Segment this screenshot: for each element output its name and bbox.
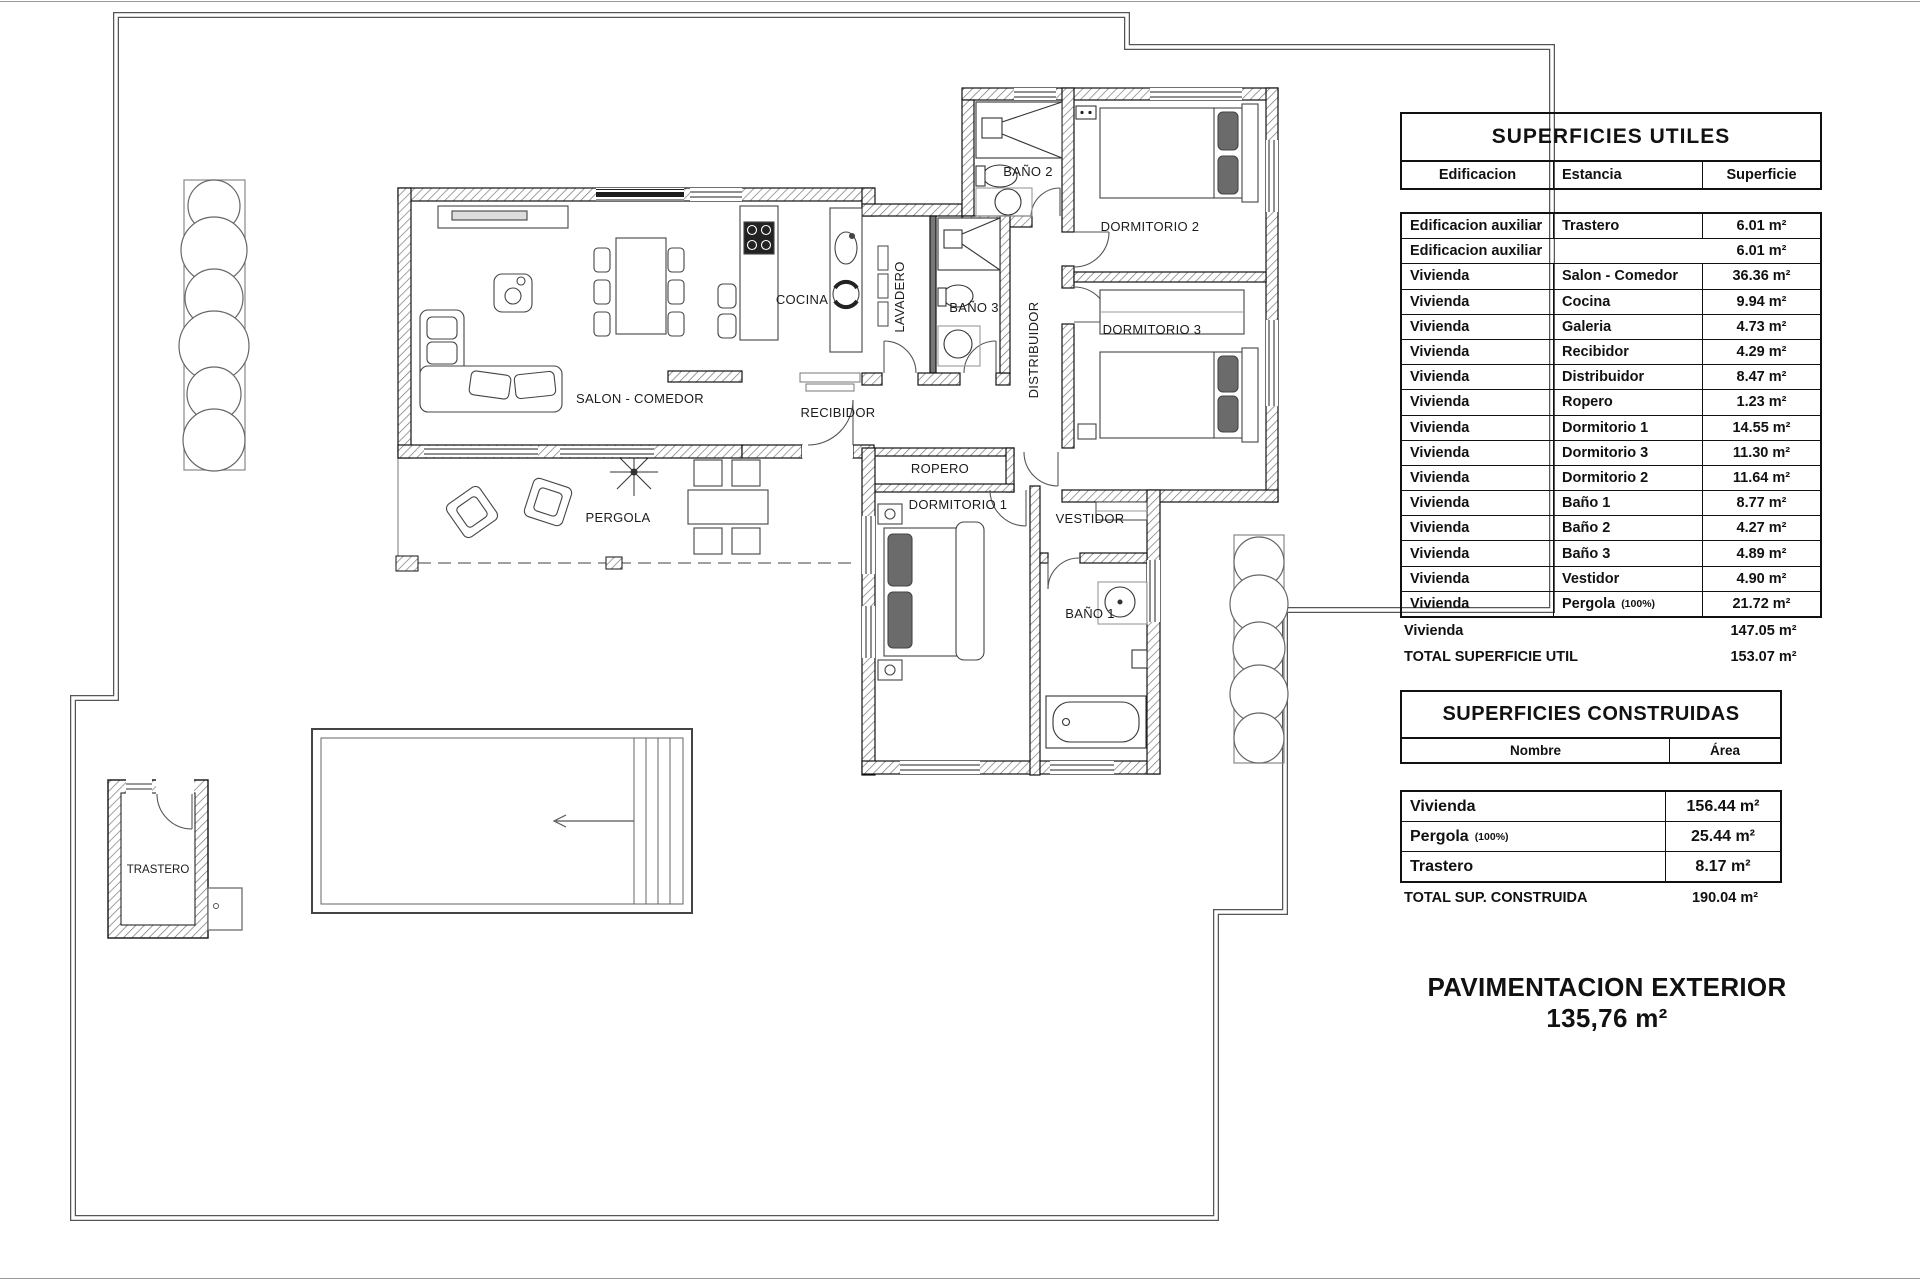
outdoor-table-set xyxy=(688,460,768,554)
total-row xyxy=(1400,618,1822,644)
construidas-total-row xyxy=(1400,883,1782,913)
cell-superficie: 8.47 m² xyxy=(1736,369,1787,386)
room-label-dormitorio3: DORMITORIO 3 xyxy=(1102,322,1202,337)
cell-estancia: Dormitorio 1 xyxy=(1554,416,1703,440)
col-header-superficie: Superficie xyxy=(1726,167,1797,183)
trastero-annex xyxy=(208,888,242,930)
cell-nombre: Trastero xyxy=(1402,852,1666,881)
table-row xyxy=(1402,490,1820,515)
cell-estancia: Baño 2 xyxy=(1554,516,1703,540)
cell-estancia: Recibidor xyxy=(1554,340,1703,364)
entry-steps xyxy=(800,373,860,391)
trees-right xyxy=(1230,535,1288,763)
col-header-edificacion: Edificacion xyxy=(1402,162,1554,188)
nightstand xyxy=(878,660,902,680)
cell-estancia: Galeria xyxy=(1554,315,1703,339)
table-column-headers xyxy=(1402,160,1820,188)
table-title: SUPERFICIES UTILES xyxy=(1491,125,1731,148)
cell-superficie: 11.30 m² xyxy=(1732,444,1791,461)
total-label: TOTAL SUPERFICIE UTIL xyxy=(1404,649,1579,665)
total-value: 147.05 m² xyxy=(1730,623,1797,639)
cell-estancia: Pergola (100%) xyxy=(1554,592,1703,616)
table-row xyxy=(1402,214,1820,238)
superficies-construidas-table xyxy=(1400,690,1782,913)
cell-superficie: 9.94 m² xyxy=(1736,293,1787,310)
table-row xyxy=(1402,339,1820,364)
cell-estancia: Baño 1 xyxy=(1554,491,1703,515)
table-row xyxy=(1402,289,1820,314)
superficies-utiles-table xyxy=(1400,112,1822,670)
pergola-armchair xyxy=(523,477,573,527)
cell-edificacion: Vivienda xyxy=(1402,466,1554,490)
cell-edificacion: Vivienda xyxy=(1402,541,1554,565)
col-header-nombre: Nombre xyxy=(1402,739,1670,762)
cell-nombre: Pergola (100%) xyxy=(1402,822,1666,851)
table-title: SUPERFICIES CONSTRUIDAS xyxy=(1442,703,1740,725)
cell-estancia: Distribuidor xyxy=(1554,365,1703,389)
cell-edificacion: Vivienda xyxy=(1402,516,1554,540)
cell-estancia: Ropero xyxy=(1554,390,1703,414)
table-row xyxy=(1402,851,1780,881)
room-label-vestidor: VESTIDOR xyxy=(1055,511,1125,526)
cell-edificacion: Vivienda xyxy=(1402,315,1554,339)
cell-edificacion: Vivienda xyxy=(1402,264,1554,288)
table-row xyxy=(1402,314,1820,339)
trees-left xyxy=(179,180,249,471)
bano2-fixtures xyxy=(976,102,1062,216)
cocina-furniture xyxy=(718,206,862,352)
table-row xyxy=(1402,591,1820,616)
room-label-recibidor: RECIBIDOR xyxy=(800,405,876,420)
cell-edificacion: Vivienda xyxy=(1402,290,1554,314)
cell-edificacion: Vivienda xyxy=(1402,491,1554,515)
room-label-cocina: COCINA xyxy=(775,292,829,307)
room-label-bano1: BAÑO 1 xyxy=(1065,606,1115,621)
cell-edificacion: Vivienda xyxy=(1402,340,1554,364)
nightstand xyxy=(878,504,902,524)
col-header-area: Área xyxy=(1709,743,1741,758)
cell-nombre: Vivienda xyxy=(1402,792,1666,821)
cell-estancia: Dormitorio 3 xyxy=(1554,441,1703,465)
table-row xyxy=(1402,415,1820,440)
table-row xyxy=(1402,263,1820,288)
room-label-distribuidor: DISTRIBUIDOR xyxy=(1026,301,1041,399)
table-header-box xyxy=(1400,112,1822,190)
construidas-rows xyxy=(1400,790,1782,883)
cell-edificacion: Edificacion auxiliar xyxy=(1402,214,1554,238)
cell-note: (100%) xyxy=(1621,597,1656,610)
cell-estancia xyxy=(1554,239,1703,263)
total-label: Vivienda xyxy=(1404,623,1464,639)
dining-table xyxy=(594,238,684,336)
cell-estancia: Baño 3 xyxy=(1554,541,1703,565)
cell-superficie: 4.73 m² xyxy=(1736,318,1787,335)
col-header-estancia: Estancia xyxy=(1554,162,1703,188)
table-row xyxy=(1402,566,1820,591)
total-label: TOTAL SUP. CONSTRUIDA xyxy=(1404,890,1588,906)
utiles-totals xyxy=(1400,618,1822,670)
pergola-armchair xyxy=(444,484,500,540)
nightstand xyxy=(1078,424,1096,439)
total-row xyxy=(1400,644,1822,670)
dorm1-furniture xyxy=(878,504,984,680)
room-label-ropero: ROPERO xyxy=(910,461,970,476)
cell-area: 8.17 m² xyxy=(1695,857,1751,875)
cell-estancia: Cocina xyxy=(1554,290,1703,314)
bano3-fixtures xyxy=(938,218,1000,366)
cell-superficie: 4.89 m² xyxy=(1736,545,1787,562)
table-row xyxy=(1402,821,1780,851)
total-value: 190.04 m² xyxy=(1691,890,1759,906)
pavimentacion-note: PAVIMENTACION EXTERIOR 135,76 m² xyxy=(1427,972,1787,1033)
cell-edificacion: Vivienda xyxy=(1402,416,1554,440)
cell-edificacion: Vivienda xyxy=(1402,567,1554,591)
cell-estancia: Dormitorio 2 xyxy=(1554,466,1703,490)
table-row xyxy=(1402,440,1820,465)
cell-superficie: 6.01 m² xyxy=(1736,218,1787,235)
vent-icon xyxy=(1076,106,1096,119)
table-row xyxy=(1402,465,1820,490)
dorm3-furniture xyxy=(1078,290,1258,442)
cell-estancia: Vestidor xyxy=(1554,567,1703,591)
basin-icon xyxy=(944,330,972,358)
cell-note: (100%) xyxy=(1474,830,1509,843)
stove-icon xyxy=(494,274,532,312)
cell-edificacion: Vivienda xyxy=(1402,390,1554,414)
table-row xyxy=(1402,515,1820,540)
table-row xyxy=(1402,792,1780,821)
cell-edificacion: Vivienda xyxy=(1402,592,1554,616)
cell-superficie: 4.27 m² xyxy=(1736,520,1787,537)
cell-superficie: 8.77 m² xyxy=(1736,495,1787,512)
dorm2-furniture xyxy=(1100,104,1258,202)
lavadero-fixtures xyxy=(878,246,888,326)
cell-estancia: Salon - Comedor xyxy=(1554,264,1703,288)
cell-superficie: 36.36 m² xyxy=(1732,268,1791,285)
table-row xyxy=(1402,389,1820,414)
room-label-dormitorio2: DORMITORIO 2 xyxy=(1100,219,1200,234)
cell-superficie: 4.29 m² xyxy=(1736,344,1787,361)
cell-superficie: 6.01 m² xyxy=(1736,243,1787,260)
cell-edificacion: Vivienda xyxy=(1402,441,1554,465)
cell-superficie: 14.55 m² xyxy=(1732,419,1791,436)
table-row xyxy=(1402,364,1820,389)
pool xyxy=(312,729,692,913)
hob-icon xyxy=(744,222,774,254)
trastero-building xyxy=(108,779,242,938)
trastero-window xyxy=(126,779,152,794)
room-label-bano2: BAÑO 2 xyxy=(1003,164,1053,179)
basin-icon xyxy=(995,189,1021,215)
table-header-box xyxy=(1400,690,1782,764)
salon-furniture xyxy=(420,206,684,412)
toilet-icon xyxy=(1132,650,1147,668)
cell-superficie: 1.23 m² xyxy=(1736,394,1787,411)
sofa xyxy=(420,310,562,412)
total-value: 153.07 m² xyxy=(1730,649,1797,665)
cell-superficie: 21.72 m² xyxy=(1732,595,1791,612)
cell-edificacion: Edificacion auxiliar xyxy=(1410,243,1543,260)
room-label-bano3: BAÑO 3 xyxy=(949,300,999,315)
room-label-lavadero: LAVADERO xyxy=(892,261,907,333)
cell-superficie: 4.90 m² xyxy=(1736,570,1787,587)
room-label-dormitorio1: DORMITORIO 1 xyxy=(908,497,1008,512)
cell-estancia: Trastero xyxy=(1554,214,1703,238)
room-label-pergola: PERGOLA xyxy=(585,510,651,525)
table-row xyxy=(1402,238,1820,263)
room-label-salon: SALON - COMEDOR xyxy=(575,391,705,406)
table-row xyxy=(1402,540,1820,565)
cell-area: 156.44 m² xyxy=(1686,797,1760,815)
cell-edificacion: Vivienda xyxy=(1402,365,1554,389)
trastero-door-gap xyxy=(156,779,194,794)
utiles-rows xyxy=(1400,212,1822,618)
cell-area: 25.44 m² xyxy=(1690,827,1756,845)
cell-superficie: 11.64 m² xyxy=(1732,469,1791,486)
washer-icon xyxy=(833,281,859,307)
bathtub-icon xyxy=(1046,696,1146,748)
room-label-trastero: TRASTERO xyxy=(126,864,190,876)
table-column-headers xyxy=(1402,737,1780,762)
